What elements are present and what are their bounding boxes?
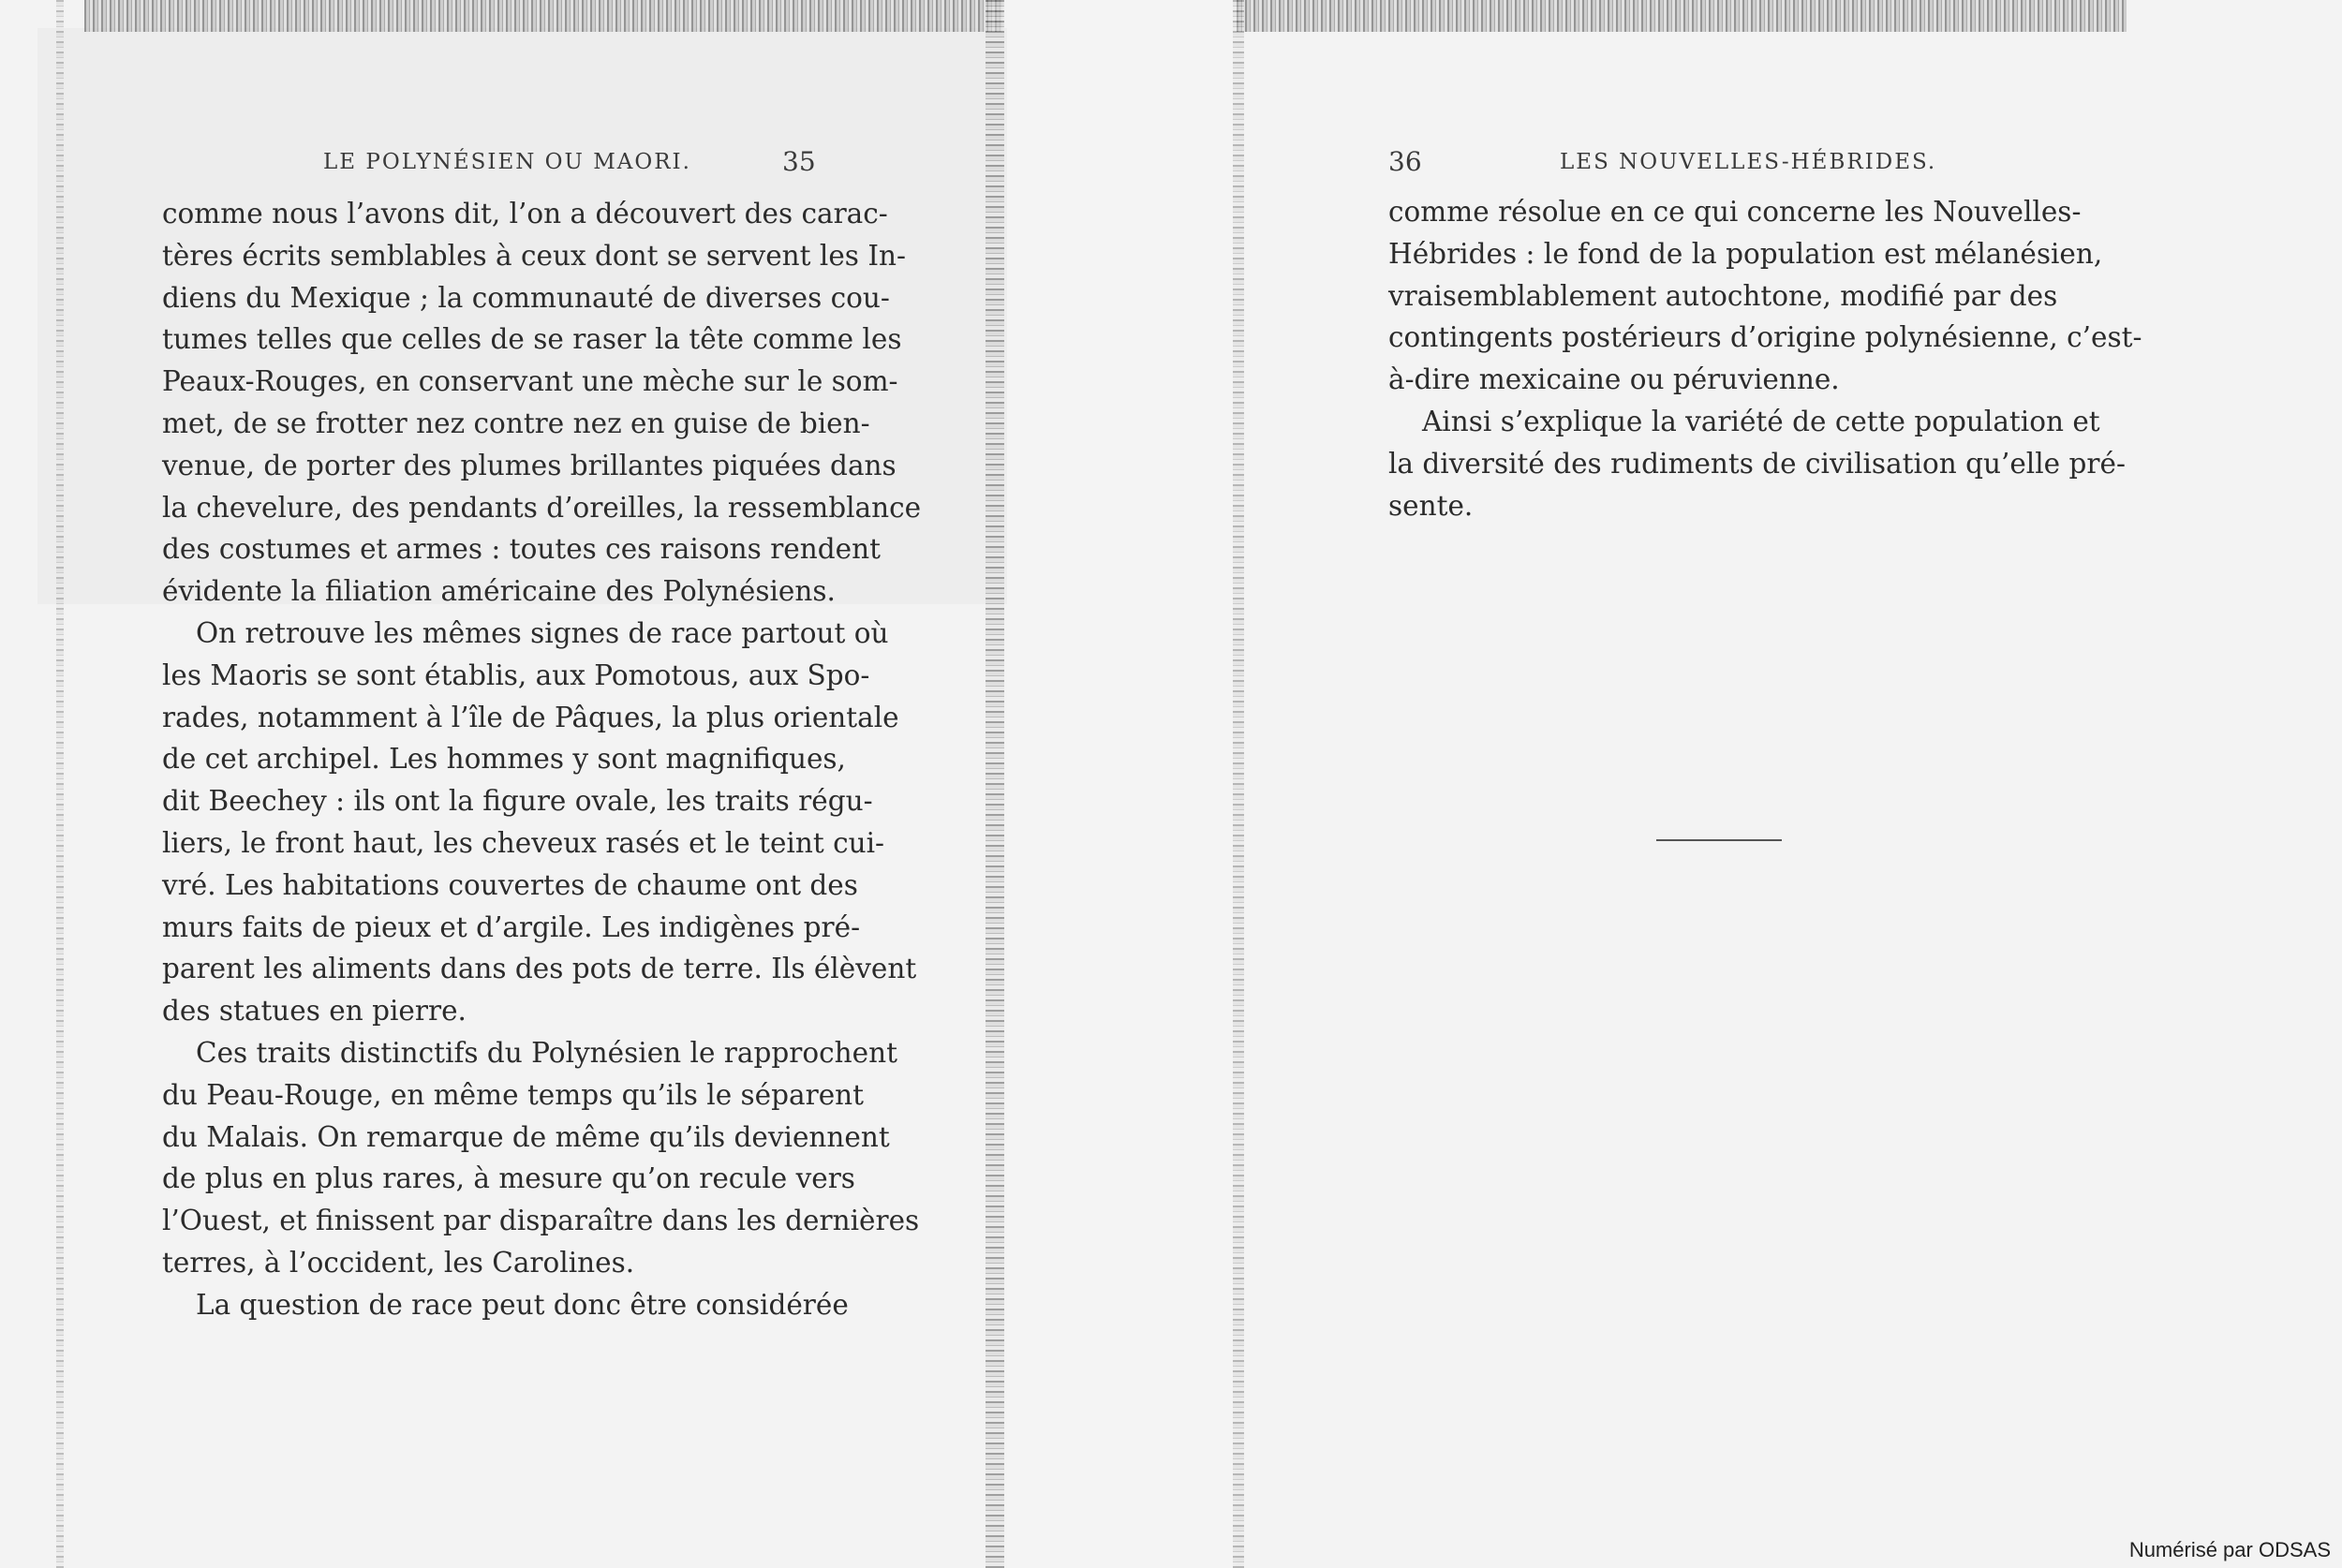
paragraph [162, 1284, 849, 1326]
text-line: On retrouve les mêmes signes de race partout où [196, 616, 889, 649]
left-page-body-text [162, 193, 922, 1326]
text-line: tères écrits semblables à ceux dont se servent les In- [162, 239, 906, 272]
text-line: Ces traits distinctifs du Polynésien le rapprochent [196, 1036, 897, 1069]
paragraph [1388, 191, 2142, 401]
text-line: tumes telles que celles de se raser la tête comme les [162, 323, 902, 356]
text-line: Hébrides : le fond de la population est mélanésien, [1388, 237, 2103, 270]
text-line: parent les aliments dans des pots de terre. Ils élèvent [162, 953, 917, 985]
end-of-chapter-rule [1656, 839, 1782, 841]
text-line: du Malais. On remarque de même qu’ils deviennent [162, 1120, 890, 1153]
text-line: rades, notamment à l’île de Pâques, la plus orientale [162, 701, 899, 733]
text-line: des statues en pierre. [162, 995, 467, 1028]
paragraph [162, 193, 922, 613]
text-line: les Maoris se sont établis, aux Pomotous, aux Spo- [162, 658, 870, 691]
text-line: à-dire mexicaine ou péruvienne. [1388, 363, 1840, 396]
digitization-credit: Numérisé par ODSAS [2128, 1538, 2331, 1561]
text-line: de plus en plus rares, à mesure qu’on recule vers [162, 1162, 855, 1195]
page-number-left: 35 [782, 146, 816, 177]
paragraph [1388, 401, 2126, 526]
text-line: l’Ouest, et finissent par disparaître dans les dernières [162, 1205, 920, 1237]
text-line: dit Beechey : ils ont la figure ovale, les traits régu- [162, 785, 873, 818]
text-line: comme nous l’avons dit, l’on a découvert des carac- [162, 198, 888, 229]
text-line: sente. [1388, 489, 1474, 522]
text-line: Peaux-Rouges, en conservant une mèche sur le som- [162, 365, 898, 398]
text-line: liers, le front haut, les cheveux rasés et le teint cui- [162, 826, 884, 859]
text-line: diens du Mexique ; la communauté de diverses cou- [162, 281, 890, 314]
book-gutter [1007, 0, 1237, 1568]
text-line: la diversité des rudiments de civilisation qu’elle pré- [1388, 447, 2126, 480]
text-line: vraisemblablement autochtone, modifié par des [1388, 279, 2058, 312]
running-title-right: LES NOUVELLES-HÉBRIDES. [1560, 150, 1937, 174]
text-line: venue, de porter des plumes brillantes piquées dans [162, 449, 897, 481]
text-line: met, de se frotter nez contre nez en guise de bien- [162, 407, 870, 439]
text-line: du Peau-Rouge, en même temps qu’ils le séparent [162, 1078, 865, 1111]
left-page [0, 0, 1007, 1568]
text-line: murs faits de pieux et d’argile. Les indigènes pré- [162, 910, 861, 943]
right-page [1237, 0, 2342, 1568]
text-line: évidente la filiation américaine des Polynésiens. [162, 575, 836, 608]
text-line: vré. Les habitations couvertes de chaume ont des [162, 868, 858, 901]
paragraph [162, 1032, 920, 1284]
text-line: de cet archipel. Les hommes y sont magnifiques, [162, 743, 846, 776]
text-line: la chevelure, des pendants d’oreilles, la ressemblance [162, 491, 922, 524]
running-title-left: LE POLYNÉSIEN OU MAORI. [323, 150, 691, 174]
text-line: Ainsi s’explique la variété de cette population et [1422, 405, 2100, 437]
page-number-right: 36 [1388, 146, 1422, 177]
paragraph [162, 613, 917, 1032]
right-page-body-text [1388, 191, 2142, 526]
text-line: des costumes et armes : toutes ces raisons rendent [162, 533, 881, 566]
text-line: contingents postérieurs d’origine polynésienne, c’est- [1388, 321, 2142, 354]
text-line: comme résolue en ce qui concerne les Nouvelles- [1388, 196, 2082, 228]
text-line: terres, à l’occident, les Carolines. [162, 1246, 635, 1279]
text-line: La question de race peut donc être considérée [196, 1288, 849, 1321]
